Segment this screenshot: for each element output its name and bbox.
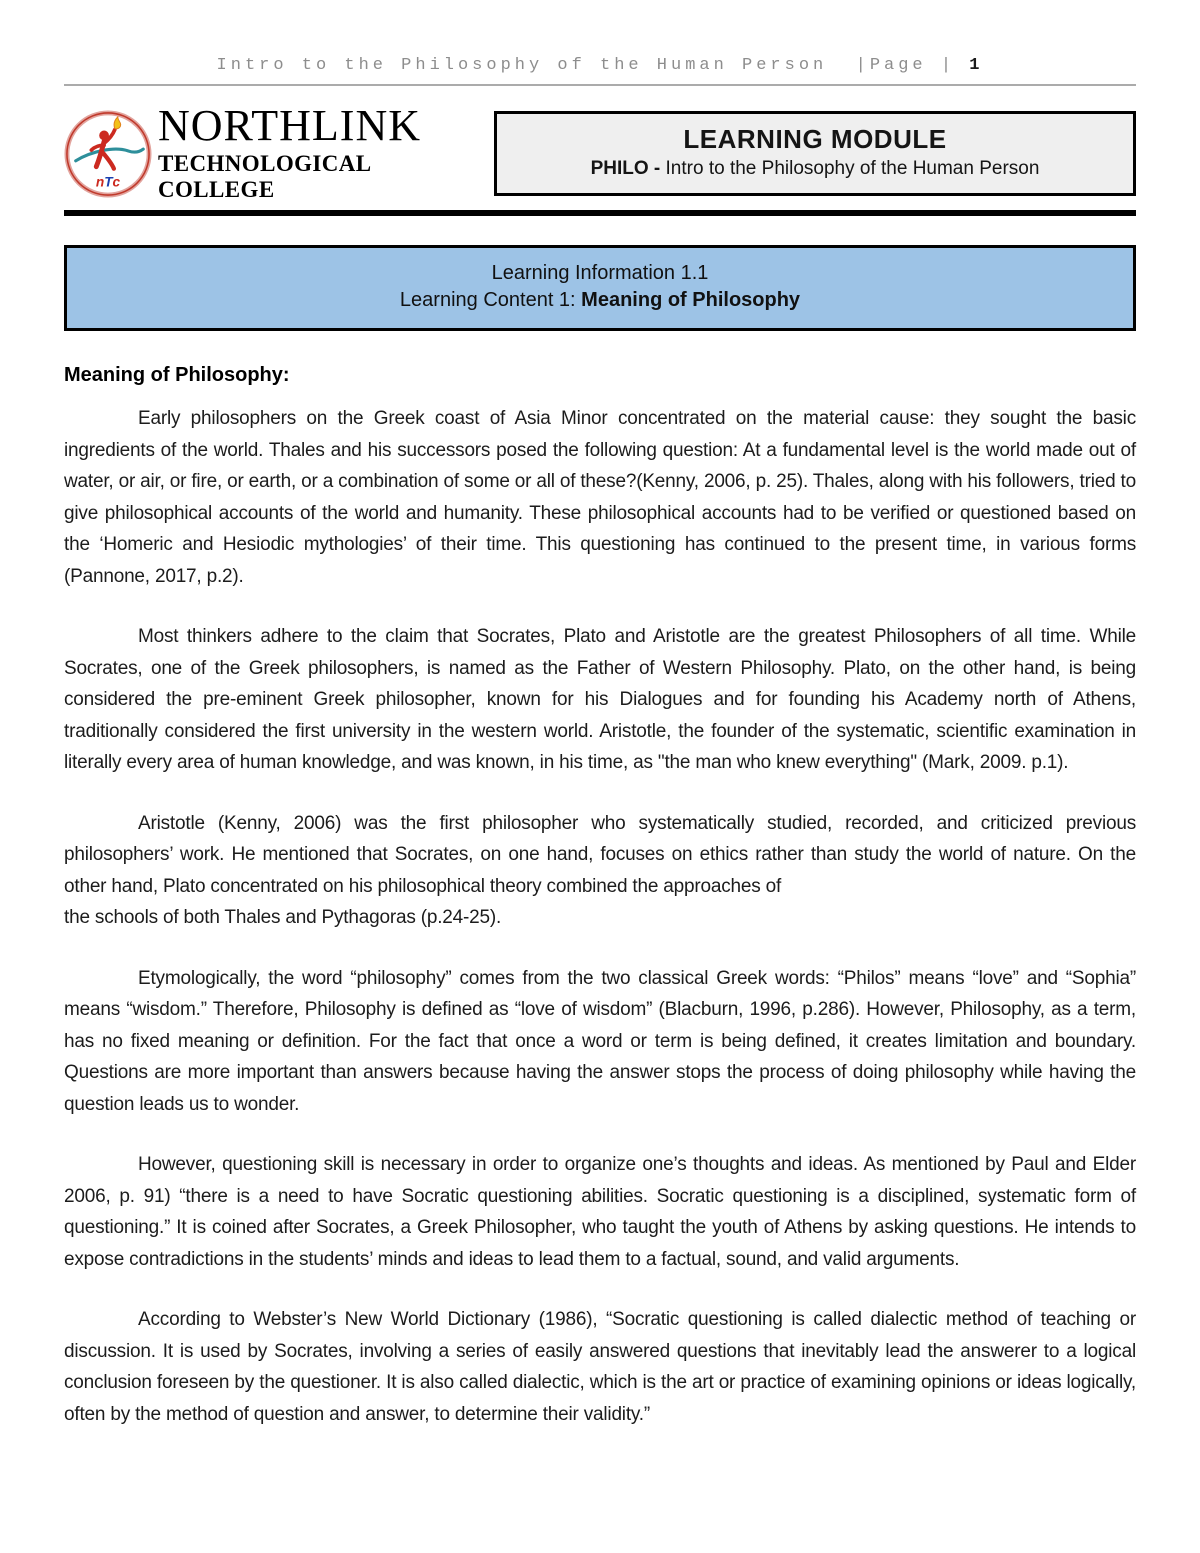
module-subtitle [505, 158, 1125, 180]
paragraph: Early philosophers on the Greek coast of Asia Minor concentrated on the material cause: they sought the basic ingredients of the world. Thales and his successors posed the following question: At a fundamental level is the world made out of water, or air, or fire, or earth, or a combination of some or all of these?(Kenny, 2006, p. 25). Thales, along with his followers, tried to give philosophical accounts of the world and humanity. These philosophical accounts had to be verified or questioned based on the ‘Homeric and Hesiodic mythologies’ of their time. This questioning has continued to the present time, in various forms (Pannone, 2017, p.2). [64, 408, 1136, 587]
paragraph: Most thinkers adhere to the claim that Socrates, Plato and Aristotle are the greatest Philosophers of all time. While Socrates, one of the Greek philosophers, is named as the Father of Western Philosophy. Plato, on the other hand, is being considered the pre-eminent Greek philosopher, known for his Dialogues and for founding his Academy north of Athens, traditionally considered the first university in the western world. Aristotle, the founder of the systematic, scientific examination in literally every area of human knowledge, and was known, in his time, as "the man who knew everything" (Mark, 2009. p.1). [64, 626, 1136, 773]
college-name-block [158, 101, 476, 203]
header-divider [64, 84, 1136, 86]
learning-info-banner [64, 245, 1136, 331]
paragraph: Aristotle (Kenny, 2006) was the first philosopher who systematically studied, recorded, and criticized previous philosophers’ work. He mentioned that Socrates, on one hand, focuses on ethics rather than study the world of nature. On the other hand, Plato concentrated on his philosophical theory combined the approaches of the schools of both Thales and Pythagoras (p.24-25). [64, 812, 1136, 928]
college-logo-block [64, 101, 476, 203]
header-title: Intro to the Philosophy of the Human Person |Page | [216, 56, 970, 75]
learning-module-box [494, 111, 1136, 196]
college-subname: TECHNOLOGICAL COLLEGE [158, 151, 371, 202]
logo-badge-text: nTc [95, 173, 121, 189]
paragraph: According to Webster’s New World Dictionary (1986), “Socratic questioning is called dialectic method of teaching or discussion. It is used by Socrates, involving a series of easily answered questions that inevitably lead the answerer to a logical conclusion foreseen by the questioner. It is also called dialectic, which is the art or practice of examining opinions or ideas logically, often by the method of question and answer, to determine their validity.” [64, 1309, 1136, 1425]
banner-line2-prefix: Learning Content 1: [399, 289, 582, 311]
paragraph: Etymologically, the word “philosophy” comes from the two classical Greek words: “Philos” means “love” and “Sophia” means “wisdom.” Therefore, Philosophy is defined as “love of wisdom” (Blacburn, 1996, p.286). However, Philosophy, as a term, has no fixed meaning or definition. For the fact that once a word or term is being defined, it creates limitation and boundary. Questions are more important than answers because having the answer stops the process of doing philosophy while having the question leads us to wonder. [64, 967, 1136, 1115]
banner-line2 [77, 287, 1123, 314]
banner-line2-topic: Meaning of Philosophy [581, 289, 801, 311]
paragraph: However, questioning skill is necessary in order to organize one’s thoughts and ideas. As mentioned by Paul and Elder 2006, p. 91) “there is a need to have Socratic questioning abilities. Socratic questioning is a disciplined, systematic form of questioning.” It is coined after Socrates, a Greek Philosopher, who taught the youth of Athens by asking questions. He intends to expose contradictions in the students’ minds and ideas to lead them to a factual, sound, and valid arguments. [64, 1154, 1136, 1270]
section-heading: Meaning of Philosophy: [64, 364, 290, 386]
banner-line1: Learning Information 1.1 [491, 262, 709, 284]
module-course-title: Intro to the Philosophy of the Human Person [665, 158, 1040, 179]
page-number: 1 [969, 56, 984, 75]
module-course-code: PHILO - [590, 158, 666, 179]
page-header [64, 56, 1136, 84]
college-name: NORTHLINK [158, 101, 421, 150]
body-paragraphs [64, 403, 1136, 1430]
module-title: LEARNING MODULE [683, 124, 947, 154]
masthead-divider [64, 210, 1136, 216]
masthead [64, 101, 1136, 203]
college-logo-icon [64, 110, 152, 198]
